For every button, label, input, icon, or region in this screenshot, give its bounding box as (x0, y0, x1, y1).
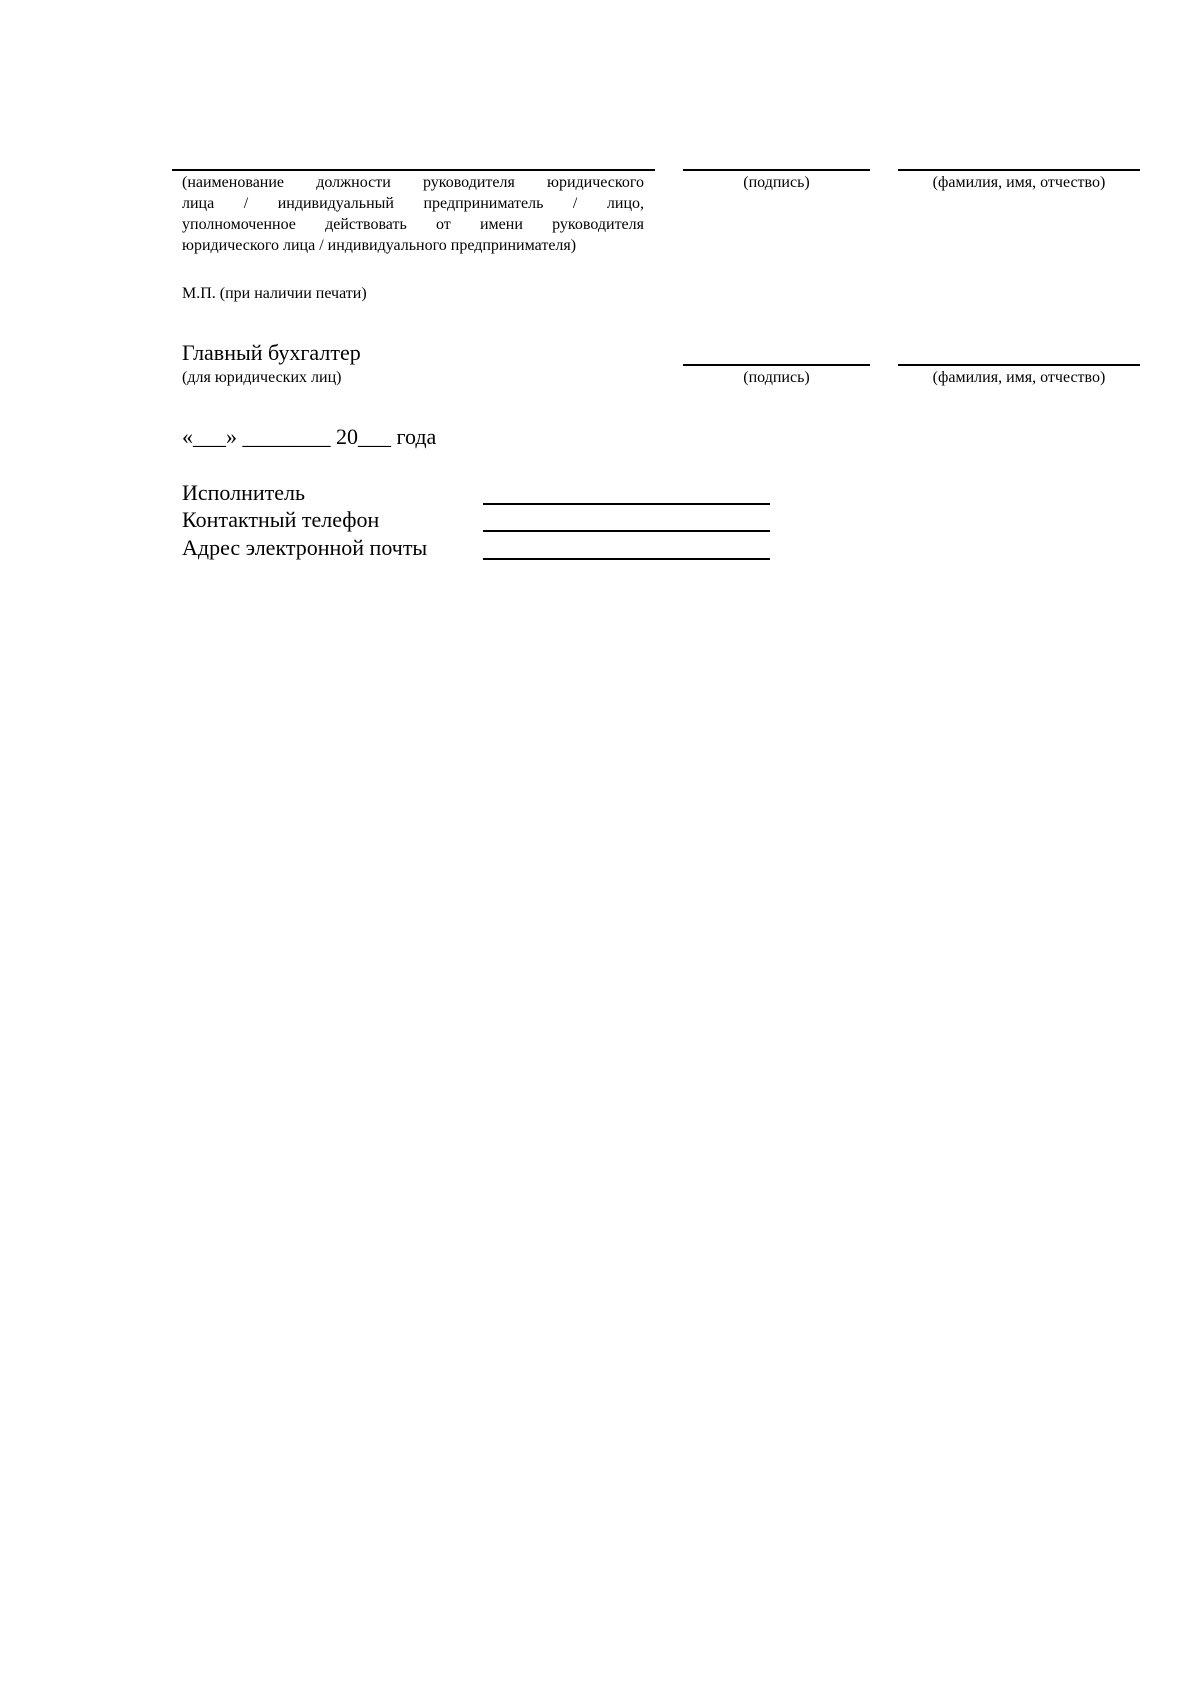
email-field-line[interactable] (483, 558, 770, 560)
phone-label: Контактный телефон (182, 507, 380, 532)
full-name-caption: (фамилия, имя, отчество) (932, 174, 1106, 191)
signature-caption: (подпись) (743, 174, 810, 191)
executor-field-line[interactable] (483, 503, 770, 505)
chief-accountant-subtitle: (для юридических лиц) (182, 369, 342, 386)
position-caption (182, 172, 644, 256)
stamp-note: М.П. (при наличии печати) (182, 285, 367, 302)
position-caption-line: (наименование должности руководителя юридического (182, 174, 644, 191)
position-caption-line: уполномоченное действовать от имени руководителя (182, 216, 644, 233)
full-name-line[interactable] (898, 169, 1140, 171)
chief-accountant-title: Главный бухгалтер (182, 340, 361, 365)
email-label: Адрес электронной почты (182, 535, 428, 560)
chief-accountant-name-caption: (фамилия, имя, отчество) (932, 369, 1106, 386)
position-signature-line[interactable] (172, 169, 655, 171)
signature-line[interactable] (683, 169, 870, 171)
date-line[interactable]: «___» ________ 20___ года (182, 424, 437, 449)
chief-accountant-name-line[interactable] (898, 364, 1140, 366)
phone-field-line[interactable] (483, 530, 770, 532)
position-caption-line: юридического лица / индивидуального предпринимателя) (182, 237, 577, 254)
position-caption-line: лица / индивидуальный предприниматель / лицо, (182, 195, 644, 212)
chief-accountant-signature-caption: (подпись) (743, 369, 810, 386)
chief-accountant-signature-line[interactable] (683, 364, 870, 366)
executor-label: Исполнитель (182, 480, 306, 505)
